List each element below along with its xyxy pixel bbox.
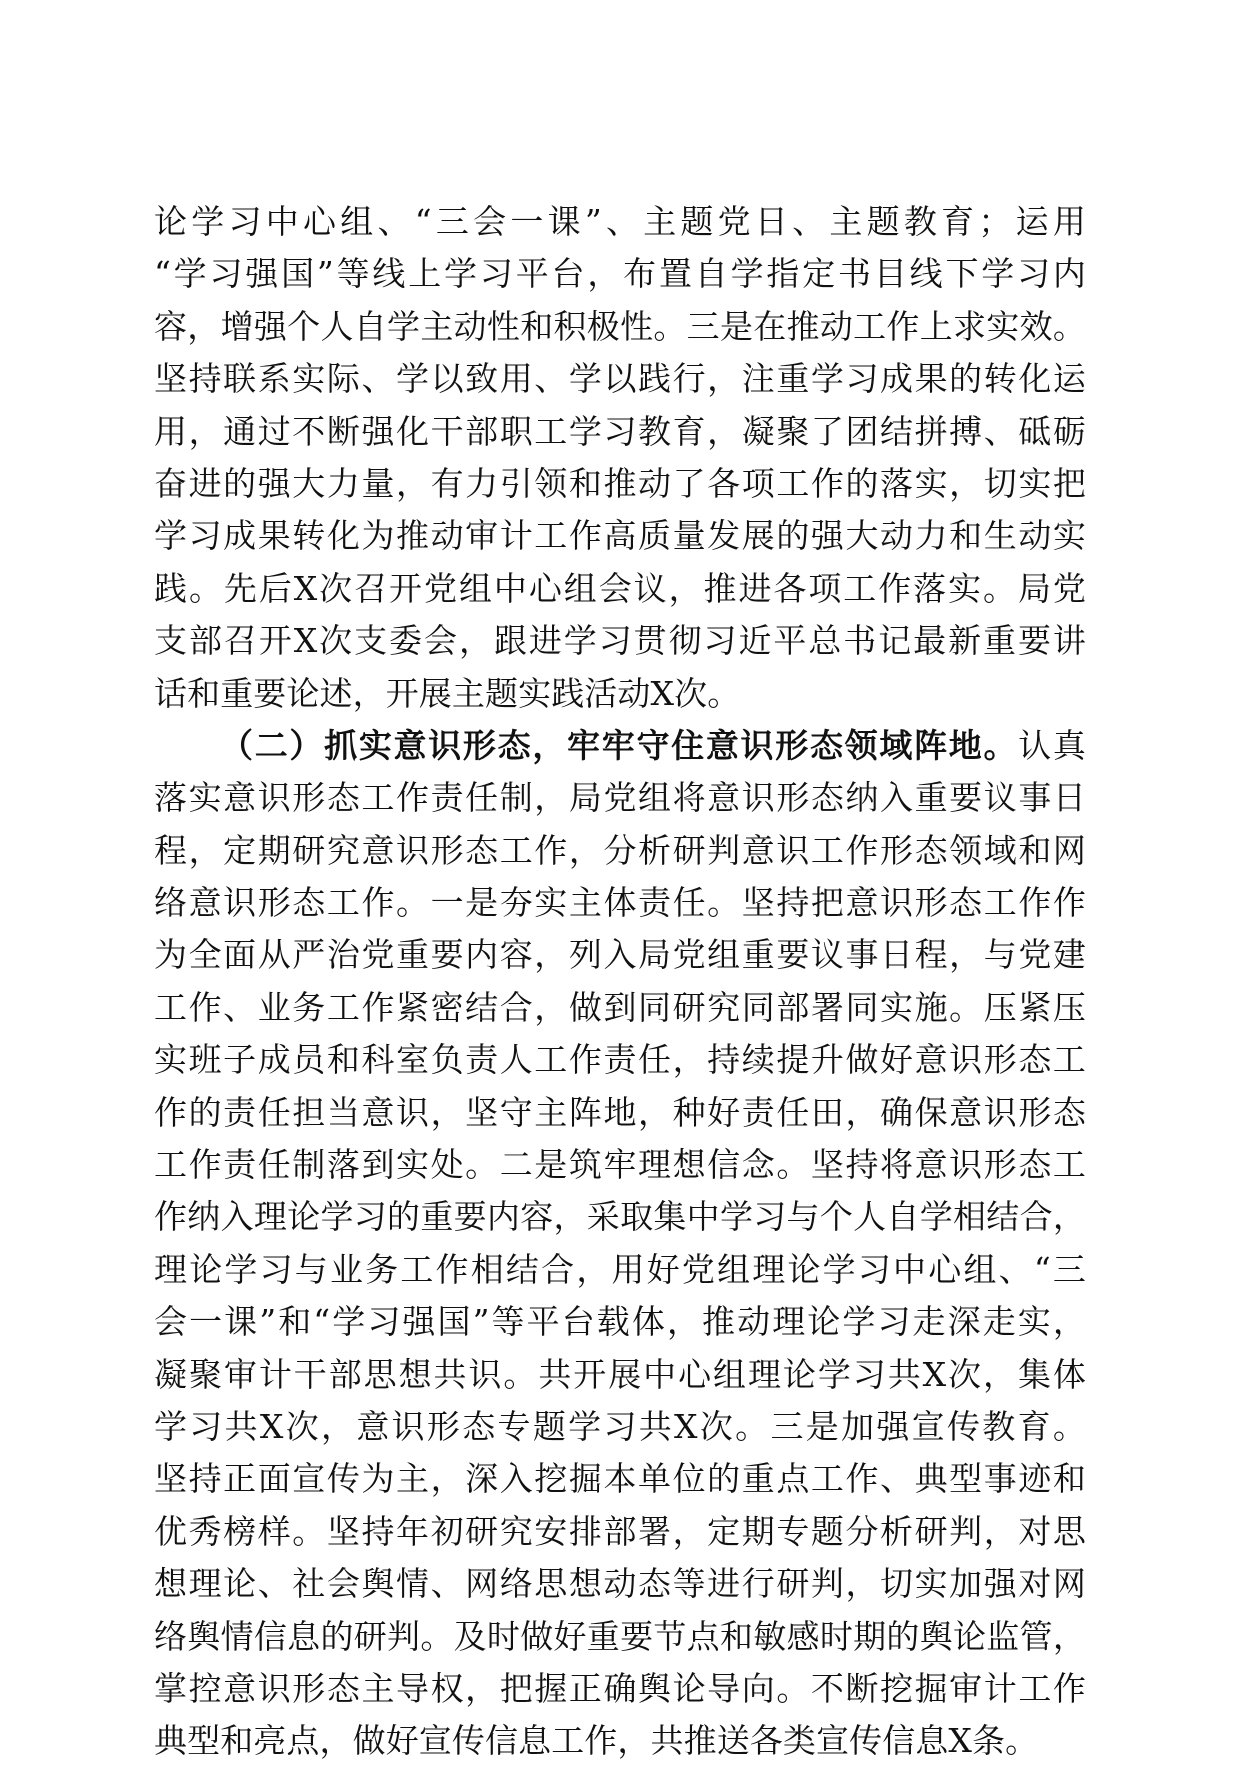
text-line: “学习强国”等线上学习平台，布置自学指定书目线下学习内 (154, 254, 1086, 294)
text-line: 践。先后X次召开党组中心组会议，推进各项工作落实。局党 (154, 568, 1086, 608)
text-line: 奋进的强大力量，有力引领和推动了各项工作的落实，切实把 (154, 463, 1086, 503)
text-line: 想理论、社会舆情、网络思想动态等进行研判，切实加强对网 (154, 1564, 1086, 1604)
text-fragment: 认真 (1018, 725, 1086, 765)
text-line: 程，定期研究意识形态工作，分析研判意识工作形态领域和网 (154, 830, 1086, 870)
text-line: 用，通过不断强化干部职工学习教育，凝聚了团结拼搏、砥砺 (154, 411, 1086, 451)
text-line: 优秀榜样。坚持年初研究安排部署，定期专题分析研判，对思 (154, 1511, 1086, 1551)
text-line: 支部召开X次支委会，跟进学习贯彻习近平总书记最新重要讲 (154, 621, 1086, 661)
text-line: 为全面从严治党重要内容，列入局党组重要议事日程，与党建 (154, 935, 1086, 975)
document-body (154, 196, 1086, 1768)
text-line: 容，增强个人自学主动性和积极性。三是在推动工作上求实效。 (154, 306, 1086, 346)
text-line: 实班子成员和科室负责人工作责任，持续提升做好意识形态工 (154, 1040, 1086, 1080)
section-heading: （二）抓实意识形态，牢牢守住意识形态领域阵地。 (220, 725, 1019, 765)
text-line: 工作、业务工作紧密结合，做到同研究同部署同实施。压紧压 (154, 987, 1086, 1027)
text-line: 凝聚审计干部思想共识。共开展中心组理论学习共X次，集体 (154, 1354, 1086, 1394)
text-line: 论学习中心组、“三会一课”、主题党日、主题教育；运用 (154, 202, 1086, 241)
text-line: 落实意识形态工作责任制，局党组将意识形态纳入重要议事日 (154, 778, 1086, 818)
text-line: 络舆情信息的研判。及时做好重要节点和敏感时期的舆论监管， (154, 1616, 1086, 1656)
text-line: 作的责任担当意识，坚守主阵地，种好责任田，确保意识形态 (154, 1092, 1086, 1132)
text-line: 掌控意识形态主导权，把握正确舆论导向。不断挖掘审计工作 (154, 1668, 1086, 1708)
text-line: 会一课”和“学习强国”等平台载体，推动理论学习走深走实， (154, 1302, 1086, 1342)
text-line: 学习成果转化为推动审计工作高质量发展的强大动力和生动实 (154, 516, 1086, 556)
text-line: 工作责任制落到实处。二是筑牢理想信念。坚持将意识形态工 (154, 1145, 1086, 1185)
section-heading-line (154, 720, 1086, 772)
paragraph-study-results (154, 196, 1086, 720)
text-line: 理论学习与业务工作相结合，用好党组理论学习中心组、“三 (154, 1249, 1086, 1289)
text-line: 典型和亮点，做好宣传信息工作，共推送各类宣传信息X条。 (154, 1721, 1039, 1761)
text-line: 坚持联系实际、学以致用、学以践行，注重学习成果的转化运 (154, 359, 1086, 399)
text-line: 作纳入理论学习的重要内容，采取集中学习与个人自学相结合， (154, 1197, 1086, 1237)
text-line: 话和重要论述，开展主题实践活动X次。 (154, 673, 741, 713)
paragraph-ideology (154, 720, 1086, 1768)
text-line: 学习共X次，意识形态专题学习共X次。三是加强宣传教育。 (154, 1406, 1086, 1446)
text-line: 络意识形态工作。一是夯实主体责任。坚持把意识形态工作作 (154, 883, 1086, 923)
text-line: 坚持正面宣传为主，深入挖掘本单位的重点工作、典型事迹和 (154, 1459, 1086, 1499)
